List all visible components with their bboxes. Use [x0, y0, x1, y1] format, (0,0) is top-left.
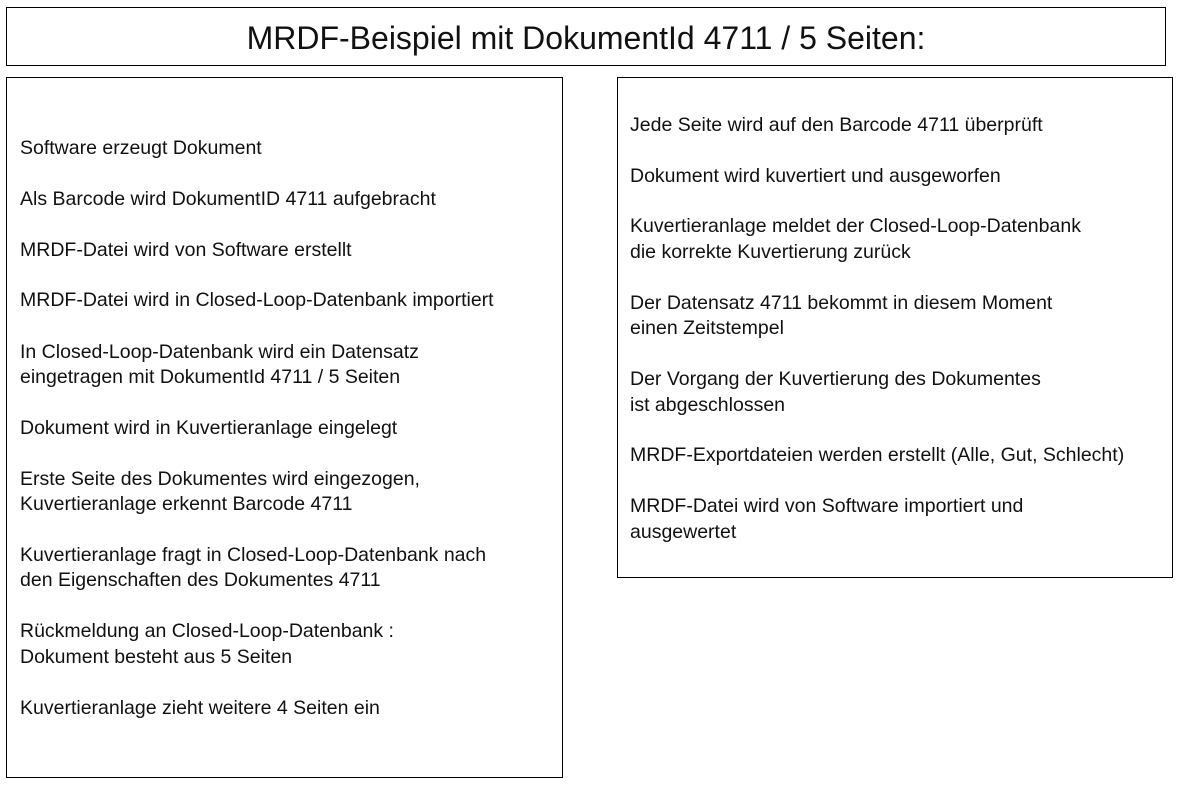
step-line: MRDF-Datei wird in Closed-Loop-Datenbank importiert: [20, 289, 494, 311]
step-line: MRDF-Datei wird von Software importiert und: [630, 495, 1024, 517]
step-line: MRDF-Exportdateien werden erstellt (Alle, Gut, Schlecht): [630, 444, 1125, 466]
step-line: Jede Seite wird auf den Barcode 4711 überprüft: [630, 114, 1043, 136]
step-line: ist abgeschlossen: [630, 394, 786, 416]
step-line: Kuvertieranlage zieht weitere 4 Seiten ein: [20, 697, 380, 719]
step-line: Kuvertieranlage erkennt Barcode 4711: [20, 493, 353, 515]
step-line: Rückmeldung an Closed-Loop-Datenbank :: [20, 620, 394, 642]
step-line: In Closed-Loop-Datenbank wird ein Datensatz: [20, 341, 419, 363]
step-line: Als Barcode wird DokumentID 4711 aufgebracht: [20, 188, 436, 210]
step-line: ausgewertet: [630, 521, 737, 543]
step-line: Dokument besteht aus 5 Seiten: [20, 646, 293, 668]
step-line: Kuvertieranlage fragt in Closed-Loop-Datenbank nach: [20, 544, 487, 566]
step-line: Software erzeugt Dokument: [20, 137, 262, 159]
step-line: eingetragen mit DokumentId 4711 / 5 Seiten: [20, 366, 401, 388]
step-line: Dokument wird kuvertiert und ausgeworfen: [630, 165, 1001, 187]
step-line: den Eigenschaften des Dokumentes 4711: [20, 569, 381, 591]
left-steps-panel: [6, 77, 563, 778]
step-line: die korrekte Kuvertierung zurück: [630, 241, 911, 263]
step-line: Kuvertieranlage meldet der Closed-Loop-Datenbank: [630, 215, 1081, 237]
step-line: Dokument wird in Kuvertieranlage eingelegt: [20, 417, 398, 439]
title-box: [6, 7, 1166, 66]
step-line: Der Vorgang der Kuvertierung des Dokumentes: [630, 368, 1041, 390]
step-line: Der Datensatz 4711 bekommt in diesem Moment: [630, 292, 1053, 314]
right-steps-panel: [617, 77, 1173, 578]
step-line: MRDF-Datei wird von Software erstellt: [20, 239, 352, 261]
step-line: Erste Seite des Dokumentes wird eingezogen,: [20, 468, 420, 490]
page-title: MRDF-Beispiel mit DokumentId 4711 / 5 Seiten:: [246, 19, 926, 56]
step-line: einen Zeitstempel: [630, 317, 784, 339]
